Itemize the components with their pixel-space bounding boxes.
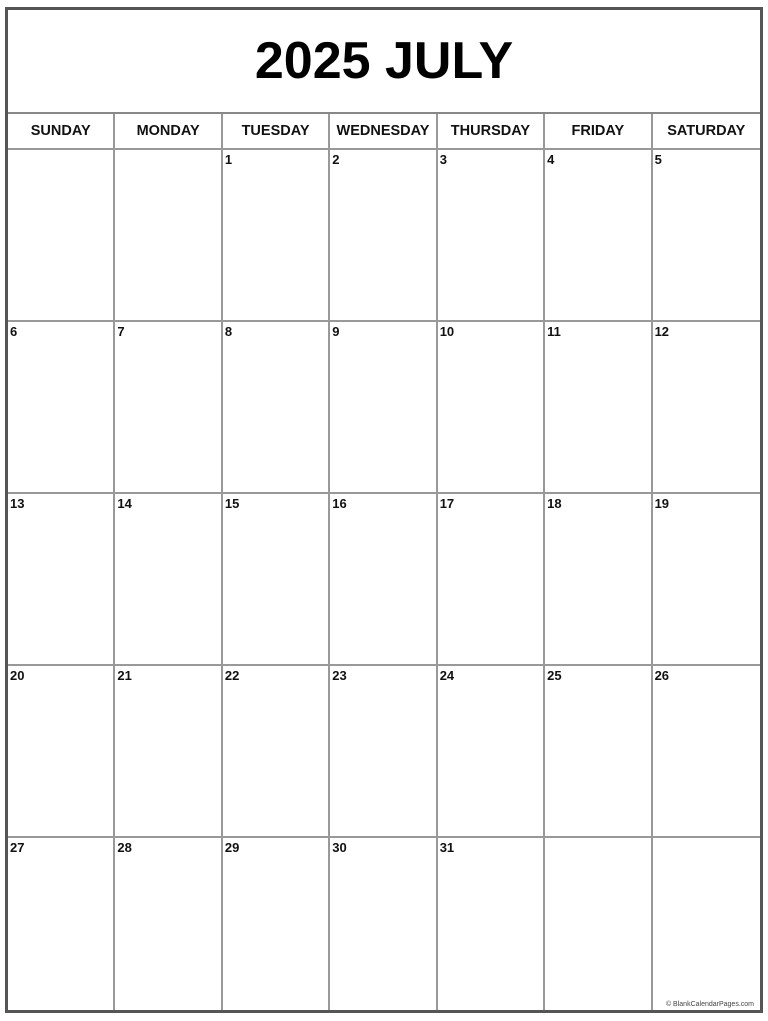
- weekday-header-thursday: THURSDAY: [438, 114, 545, 150]
- day-number: 9: [332, 324, 340, 339]
- day-cell: [223, 322, 330, 494]
- day-number: 13: [10, 496, 25, 511]
- day-cell: [438, 322, 545, 494]
- day-number: 24: [439, 668, 455, 683]
- weekday-header-monday: MONDAY: [115, 114, 222, 150]
- day-cell: [545, 494, 652, 666]
- day-number: 5: [654, 152, 662, 167]
- day-number: 11: [547, 324, 561, 339]
- day-number: 23: [332, 668, 347, 683]
- day-number: 27: [10, 840, 25, 855]
- day-cell: [223, 494, 330, 666]
- calendar-page: [5, 7, 763, 1013]
- day-cell: [8, 494, 115, 666]
- day-cell: [330, 666, 437, 838]
- day-number: 7: [117, 324, 125, 339]
- day-number: 16: [332, 496, 347, 511]
- day-cell: [223, 666, 330, 838]
- day-cell: [115, 322, 222, 494]
- calendar-title: 2025 JULY: [8, 10, 760, 114]
- weekday-header-tuesday: TUESDAY: [223, 114, 330, 150]
- day-number: 12: [654, 324, 670, 339]
- day-number: 29: [224, 840, 240, 855]
- day-number: 1: [224, 152, 233, 167]
- day-cell: [330, 838, 437, 1010]
- day-cell: [330, 494, 437, 666]
- day-cell: [545, 322, 652, 494]
- day-number: 3: [439, 152, 447, 167]
- weekday-header-wednesday: WEDNESDAY: [330, 114, 437, 150]
- day-number: 21: [117, 668, 132, 683]
- day-number: 25: [547, 668, 562, 683]
- day-cell: [223, 838, 330, 1010]
- day-cell: [8, 666, 115, 838]
- day-cell: [8, 322, 115, 494]
- day-number: 26: [654, 668, 670, 683]
- footer-credit: © BlankCalendarPages.com: [665, 1001, 754, 1008]
- day-cell: [438, 494, 545, 666]
- calendar-grid: [8, 114, 760, 1010]
- day-number: 6: [10, 324, 18, 339]
- weekday-header-saturday: SATURDAY: [653, 114, 760, 150]
- day-cell: [330, 322, 437, 494]
- day-number: 30: [332, 840, 347, 855]
- day-cell: [545, 666, 652, 838]
- day-cell: [115, 838, 222, 1010]
- day-cell: [653, 322, 760, 494]
- day-cell: [115, 150, 222, 322]
- day-number: 8: [224, 324, 233, 339]
- day-number: 22: [224, 668, 240, 683]
- weekday-header-sunday: SUNDAY: [8, 114, 115, 150]
- day-number: 2: [332, 152, 340, 167]
- day-number: 28: [117, 840, 132, 855]
- day-number: 10: [439, 324, 455, 339]
- day-number: 20: [10, 668, 25, 683]
- day-cell: [438, 666, 545, 838]
- day-number: 17: [439, 496, 455, 511]
- day-number: 19: [654, 496, 670, 511]
- day-cell: [545, 150, 652, 322]
- day-cell: [653, 150, 760, 322]
- day-cell: [115, 666, 222, 838]
- weekday-header-friday: FRIDAY: [545, 114, 652, 150]
- day-number: 31: [439, 840, 455, 855]
- day-cell: [330, 150, 437, 322]
- day-cell: [438, 150, 545, 322]
- day-cell: [653, 494, 760, 666]
- day-number: 18: [547, 496, 562, 511]
- day-cell: [223, 150, 330, 322]
- day-cell: [115, 494, 222, 666]
- day-cell: [545, 838, 652, 1010]
- day-cell: [438, 838, 545, 1010]
- day-number: 15: [224, 496, 240, 511]
- day-number: 14: [117, 496, 132, 511]
- day-cell: [653, 666, 760, 838]
- day-number: 4: [547, 152, 555, 167]
- day-cell: [8, 838, 115, 1010]
- day-cell: [653, 838, 760, 1010]
- day-cell: [8, 150, 115, 322]
